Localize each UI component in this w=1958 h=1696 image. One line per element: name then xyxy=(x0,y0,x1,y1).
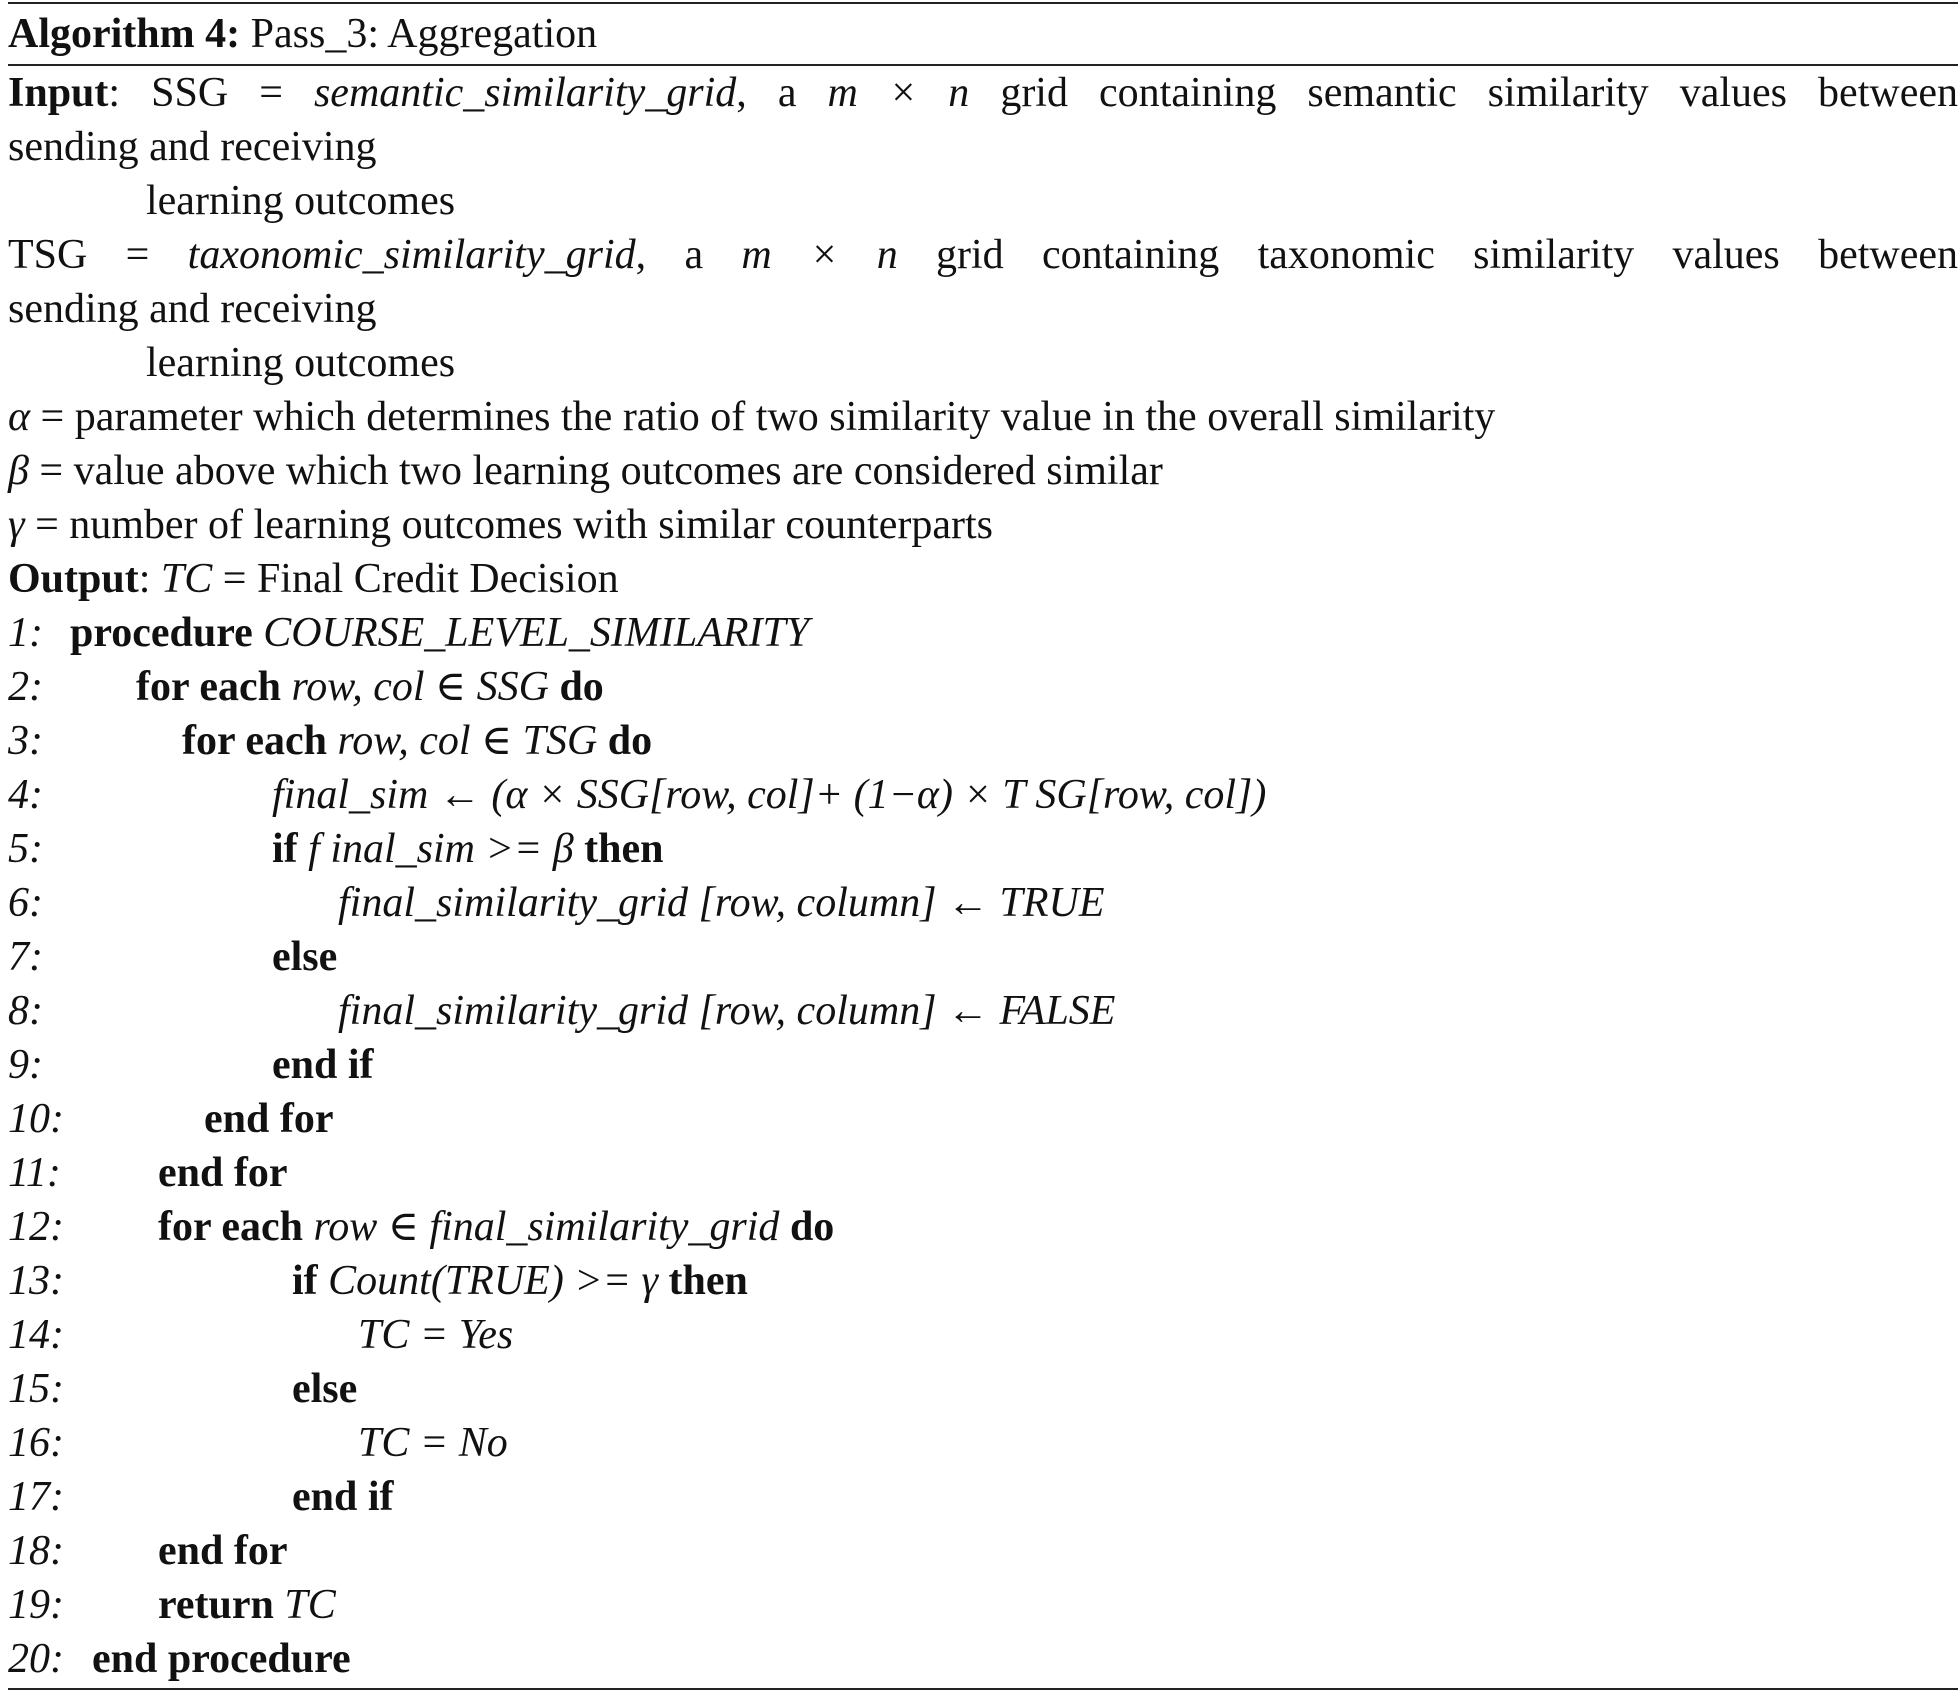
ssg-cont-line: learning outcomes xyxy=(146,178,456,224)
code-line xyxy=(8,1632,1958,1686)
beta-desc: = value above which two learning outcomes are considered similar xyxy=(28,448,1163,494)
keyword: return xyxy=(158,1582,274,1628)
code-line xyxy=(8,660,1958,714)
expression: final_similarity_grid [row, column] ← FALSE xyxy=(338,988,1116,1034)
code-line xyxy=(8,606,1958,660)
code-statement xyxy=(158,1524,288,1578)
keyword: for each xyxy=(158,1204,304,1250)
code-statement xyxy=(158,1200,834,1254)
expression: TC xyxy=(273,1582,336,1628)
keyword: then xyxy=(658,1258,748,1304)
ssg-desc: grid containing semantic similarity values between xyxy=(969,70,1958,116)
code-statement xyxy=(358,1416,508,1470)
output-sep: : xyxy=(138,556,161,602)
keyword: end if xyxy=(292,1474,394,1520)
keyword: for each xyxy=(182,718,328,764)
line-number: 11: xyxy=(8,1150,61,1196)
line-number: 19: xyxy=(8,1582,64,1628)
tsg-wrap-line: sending and receiving xyxy=(8,286,377,332)
code-statement xyxy=(272,822,663,876)
bottom-rule xyxy=(8,1688,1958,1690)
output-var: TC xyxy=(160,556,213,602)
input-ssg-line xyxy=(8,66,1958,120)
code-line xyxy=(8,768,1958,822)
line-number: 10: xyxy=(8,1096,64,1142)
tsg-var: taxonomic_similarity_grid xyxy=(187,232,636,278)
line-number: 3: xyxy=(8,718,43,764)
code-statement xyxy=(158,1578,336,1632)
keyword: if xyxy=(292,1258,318,1304)
output-desc: = Final Credit Decision xyxy=(212,556,619,602)
code-line xyxy=(8,1146,1958,1200)
code-statement xyxy=(182,714,652,768)
code-statement xyxy=(136,660,604,714)
algorithm-body xyxy=(8,66,1958,1686)
code-line xyxy=(8,1254,1958,1308)
caption-title: Pass_3: Aggregation xyxy=(250,11,598,57)
line-number: 16: xyxy=(8,1420,64,1466)
line-number: 1: xyxy=(8,610,43,656)
code-line xyxy=(8,1092,1958,1146)
code-statement xyxy=(158,1146,288,1200)
expression: TC = No xyxy=(358,1420,508,1466)
input-tsg-line xyxy=(8,228,1958,282)
expression: row, col ∈ TSG xyxy=(327,718,598,764)
gamma-desc: = number of learning outcomes with similar counterparts xyxy=(24,502,994,548)
line-number: 6: xyxy=(8,880,43,926)
code-statement xyxy=(338,876,1105,930)
gamma-line xyxy=(8,498,1958,552)
code-line xyxy=(8,930,1958,984)
code-line xyxy=(8,1038,1958,1092)
keyword: else xyxy=(272,934,338,980)
tsg-cont-line: learning outcomes xyxy=(146,340,456,386)
ssg-mid: , a xyxy=(736,70,828,116)
keyword: end procedure xyxy=(92,1636,351,1682)
line-number: 18: xyxy=(8,1528,64,1574)
code-statement xyxy=(292,1470,394,1524)
tsg-mid: , a xyxy=(635,232,742,278)
code-line xyxy=(8,1416,1958,1470)
beta-line xyxy=(8,444,1958,498)
line-number: 20: xyxy=(8,1636,64,1682)
expression: Count(TRUE) >= γ xyxy=(317,1258,659,1304)
code-statement xyxy=(92,1632,351,1686)
keyword: do xyxy=(779,1204,835,1250)
code-statement xyxy=(292,1362,357,1416)
code-line xyxy=(8,1524,1958,1578)
code-line xyxy=(8,822,1958,876)
keyword: end if xyxy=(272,1042,374,1088)
keyword: else xyxy=(292,1366,358,1412)
code-statement xyxy=(272,930,337,984)
code-line xyxy=(8,1578,1958,1632)
code-line xyxy=(8,1200,1958,1254)
code-line xyxy=(8,876,1958,930)
code-statement xyxy=(358,1308,513,1362)
caption-label: Algorithm 4: xyxy=(8,11,241,57)
expression: final_sim ← (α × SSG[row, col]+ (1−α) × T SG[row, col]) xyxy=(272,772,1267,818)
line-number: 17: xyxy=(8,1474,64,1520)
beta-symbol: β xyxy=(8,448,29,494)
code-line xyxy=(8,1362,1958,1416)
code-line xyxy=(8,1470,1958,1524)
alpha-desc: = parameter which determines the ratio of two similarity value in the overall similarity xyxy=(30,394,1496,440)
tsg-desc: grid containing taxonomic similarity values between xyxy=(897,232,1958,278)
output-label: Output xyxy=(8,556,139,602)
line-number: 5: xyxy=(8,826,43,872)
algorithm-block xyxy=(8,0,1958,1690)
code-line xyxy=(8,714,1958,768)
line-number: 4: xyxy=(8,772,43,818)
code-statement xyxy=(292,1254,748,1308)
keyword: end for xyxy=(204,1096,334,1142)
ssg-wrap-line: sending and receiving xyxy=(8,124,377,170)
tsg-prefix: TSG = xyxy=(8,232,188,278)
expression: row, col ∈ SSG xyxy=(281,664,549,710)
ssg-var: semantic_similarity_grid xyxy=(313,70,737,116)
line-number: 8: xyxy=(8,988,43,1034)
keyword: end for xyxy=(158,1150,288,1196)
keyword: procedure xyxy=(70,610,253,656)
line-number: 2: xyxy=(8,664,43,710)
keyword: for each xyxy=(136,664,282,710)
code-statement xyxy=(204,1092,334,1146)
alpha-line xyxy=(8,390,1958,444)
code-statement xyxy=(272,768,1266,822)
line-number: 12: xyxy=(8,1204,64,1250)
expression: final_similarity_grid [row, column] ← TRUE xyxy=(338,880,1105,926)
ssg-dims: m × n xyxy=(827,70,970,116)
keyword: then xyxy=(573,826,664,872)
line-number: 9: xyxy=(8,1042,43,1088)
line-number: 7: xyxy=(8,934,43,980)
keyword: do xyxy=(548,664,604,710)
algorithm-caption xyxy=(8,4,1958,64)
line-number: 14: xyxy=(8,1312,64,1358)
expression: f inal_sim >= β xyxy=(297,826,574,872)
expression: TC = Yes xyxy=(358,1312,514,1358)
output-line xyxy=(8,552,1958,606)
code-statement xyxy=(338,984,1115,1038)
pseudocode xyxy=(8,606,1958,1686)
line-number: 15: xyxy=(8,1366,64,1412)
expression: row ∈ final_similarity_grid xyxy=(303,1204,780,1250)
tsg-dims: m × n xyxy=(741,232,898,278)
keyword: end for xyxy=(158,1528,288,1574)
ssg-prefix: : SSG = xyxy=(108,70,314,116)
code-line xyxy=(8,984,1958,1038)
keyword: if xyxy=(272,826,298,872)
line-number: 13: xyxy=(8,1258,64,1304)
alpha-symbol: α xyxy=(8,394,31,440)
input-label: Input xyxy=(8,70,109,116)
expression: COURSE_LEVEL_SIMILARITY xyxy=(252,610,810,656)
gamma-symbol: γ xyxy=(8,502,25,548)
code-line xyxy=(8,1308,1958,1362)
code-statement xyxy=(70,606,809,660)
keyword: do xyxy=(597,718,653,764)
code-statement xyxy=(272,1038,374,1092)
